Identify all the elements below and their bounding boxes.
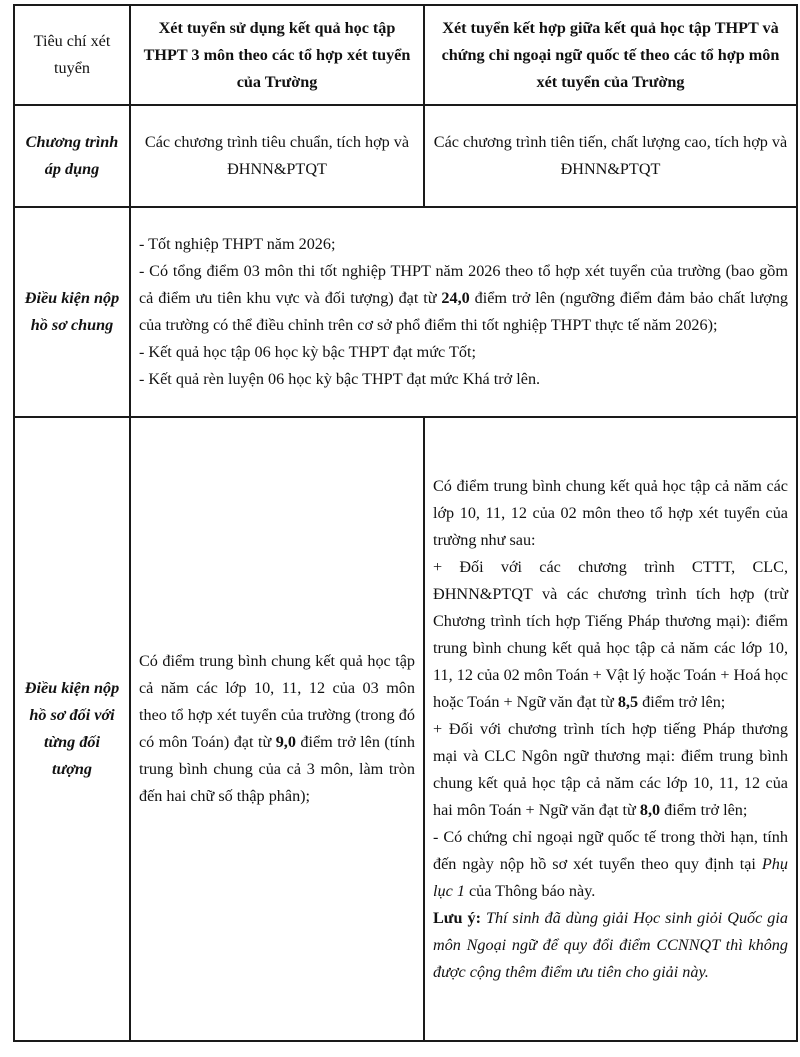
item1-threshold: 8,5 bbox=[617, 692, 639, 711]
method1-threshold: 9,0 bbox=[275, 732, 296, 751]
method2-certificate-requirement bbox=[433, 824, 788, 905]
header-criteria: Tiêu chí xét tuyển bbox=[14, 5, 130, 105]
program-row-label: Chương trình áp dụng bbox=[14, 105, 130, 207]
header-method-combined-certificate: Xét tuyển kết hợp giữa kết quả học tập THPT và chứng chỉ ngoại ngữ quốc tế theo các tổ hợp môn xét tuyển của Trường bbox=[424, 5, 797, 105]
note-label: Lưu ý: bbox=[433, 908, 481, 927]
method2-intro: Có điểm trung bình chung kết quả học tập cả năm các lớp 10, 11, 12 của 02 môn theo tổ hợp xét tuyển của trường như sau: bbox=[433, 476, 788, 549]
note-text: Thí sinh đã dùng giải Học sinh giỏi Quốc gia môn Ngoại ngữ để quy đổi điểm CCNNQT thì không được cộng thêm điểm ưu tiên cho giải này. bbox=[433, 908, 788, 981]
method2-note bbox=[433, 905, 788, 986]
cert-text: - Có chứng chỉ ngoại ngữ quốc tế trong thời hạn, tính đến ngày nộp hồ sơ xét tuyển theo quy định tại bbox=[433, 827, 788, 873]
method1-text-end: điểm trở lên (tính trung bình chung của cả 3 môn, làm tròn đến hai chữ số thập phân); bbox=[139, 732, 415, 805]
admission-criteria-table-upper bbox=[13, 4, 798, 418]
general-condition-academic: - Kết quả học tập 06 học kỳ bậc THPT đạt mức Tốt; bbox=[139, 343, 476, 361]
header-row bbox=[14, 5, 797, 105]
method2-item-cttt-clc bbox=[433, 554, 788, 716]
item1-text: + Đối với các chương trình CTTT, CLC, ĐHNN&PTQT và các chương trình tích hợp (trừ Chương trình tích hợp Tiếng Pháp thương mại): điểm trung bình chung kết quả học tập cả năm các lớp 10, 11, 12 của 02 môn Toán + Vật lý hoặc Toán + Hoá học hoặc Toán + Ngữ văn đạt từ bbox=[433, 557, 788, 711]
item1-text-end: điểm trở lên; bbox=[638, 692, 726, 711]
specific-conditions-label: Điều kiện nộp hồ sơ đối với từng đối tượng bbox=[14, 417, 130, 1041]
appendix-reference: Phụ lục 1 bbox=[433, 854, 788, 900]
program-row bbox=[14, 105, 797, 207]
general-conditions-row bbox=[14, 207, 797, 417]
cert-text-end: của Thông báo này. bbox=[464, 881, 596, 900]
method2-item-french-commerce bbox=[433, 716, 788, 824]
general-conditions-label: Điều kiện nộp hồ sơ chung bbox=[14, 207, 130, 417]
general-condition-exam-score bbox=[139, 258, 788, 339]
general-condition-conduct: - Kết quả rèn luyện 06 học kỳ bậc THPT đạt mức Khá trở lên. bbox=[139, 370, 541, 388]
general-conditions-content bbox=[130, 207, 797, 417]
specific-conditions-method2 bbox=[424, 417, 797, 1041]
exam-score-threshold: 24,0 bbox=[441, 289, 470, 307]
item2-threshold: 8,0 bbox=[639, 800, 661, 819]
item2-text: + Đối với chương trình tích hợp tiếng Pháp thương mại và CLC Ngôn ngữ thương mại: điểm trung bình chung kết quả học tập cả năm các lớp 10, 11, 12 của hai môn Toán + Ngữ văn đạt từ bbox=[433, 719, 788, 819]
exam-score-text: - Có tổng điểm 03 môn thi tốt nghiệp THPT năm 2026 theo tổ hợp xét tuyển của trường (bao gồm cả điểm ưu tiên khu vực và đối tượng) đạt từ bbox=[139, 262, 788, 307]
exam-score-text-end: điểm trở lên (ngưỡng điểm đảm bảo chất lượng của trường có thể điều chỉnh trên cơ sở phổ điểm thi tốt nghiệp THPT thực tế năm 2026); bbox=[139, 289, 789, 334]
header-method-3-subjects: Xét tuyển sử dụng kết quả học tập THPT 3 môn theo các tổ hợp xét tuyển của Trường bbox=[130, 5, 424, 105]
admission-criteria-table-lower bbox=[13, 416, 798, 1042]
specific-conditions-row bbox=[14, 417, 797, 1041]
item2-text-end: điểm trở lên; bbox=[660, 800, 748, 819]
program-row-method1: Các chương trình tiêu chuẩn, tích hợp và ĐHNN&PTQT bbox=[130, 105, 424, 207]
general-condition-graduation: - Tốt nghiệp THPT năm 2026; bbox=[139, 235, 336, 253]
program-row-method2: Các chương trình tiên tiến, chất lượng cao, tích hợp và ĐHNN&PTQT bbox=[424, 105, 797, 207]
specific-conditions-method1 bbox=[130, 417, 424, 1041]
method1-text: Có điểm trung bình chung kết quả học tập cả năm các lớp 10, 11, 12 của 03 môn theo tổ hợp xét tuyển của trường (trong đó có môn Toán) đạt từ bbox=[139, 651, 415, 751]
